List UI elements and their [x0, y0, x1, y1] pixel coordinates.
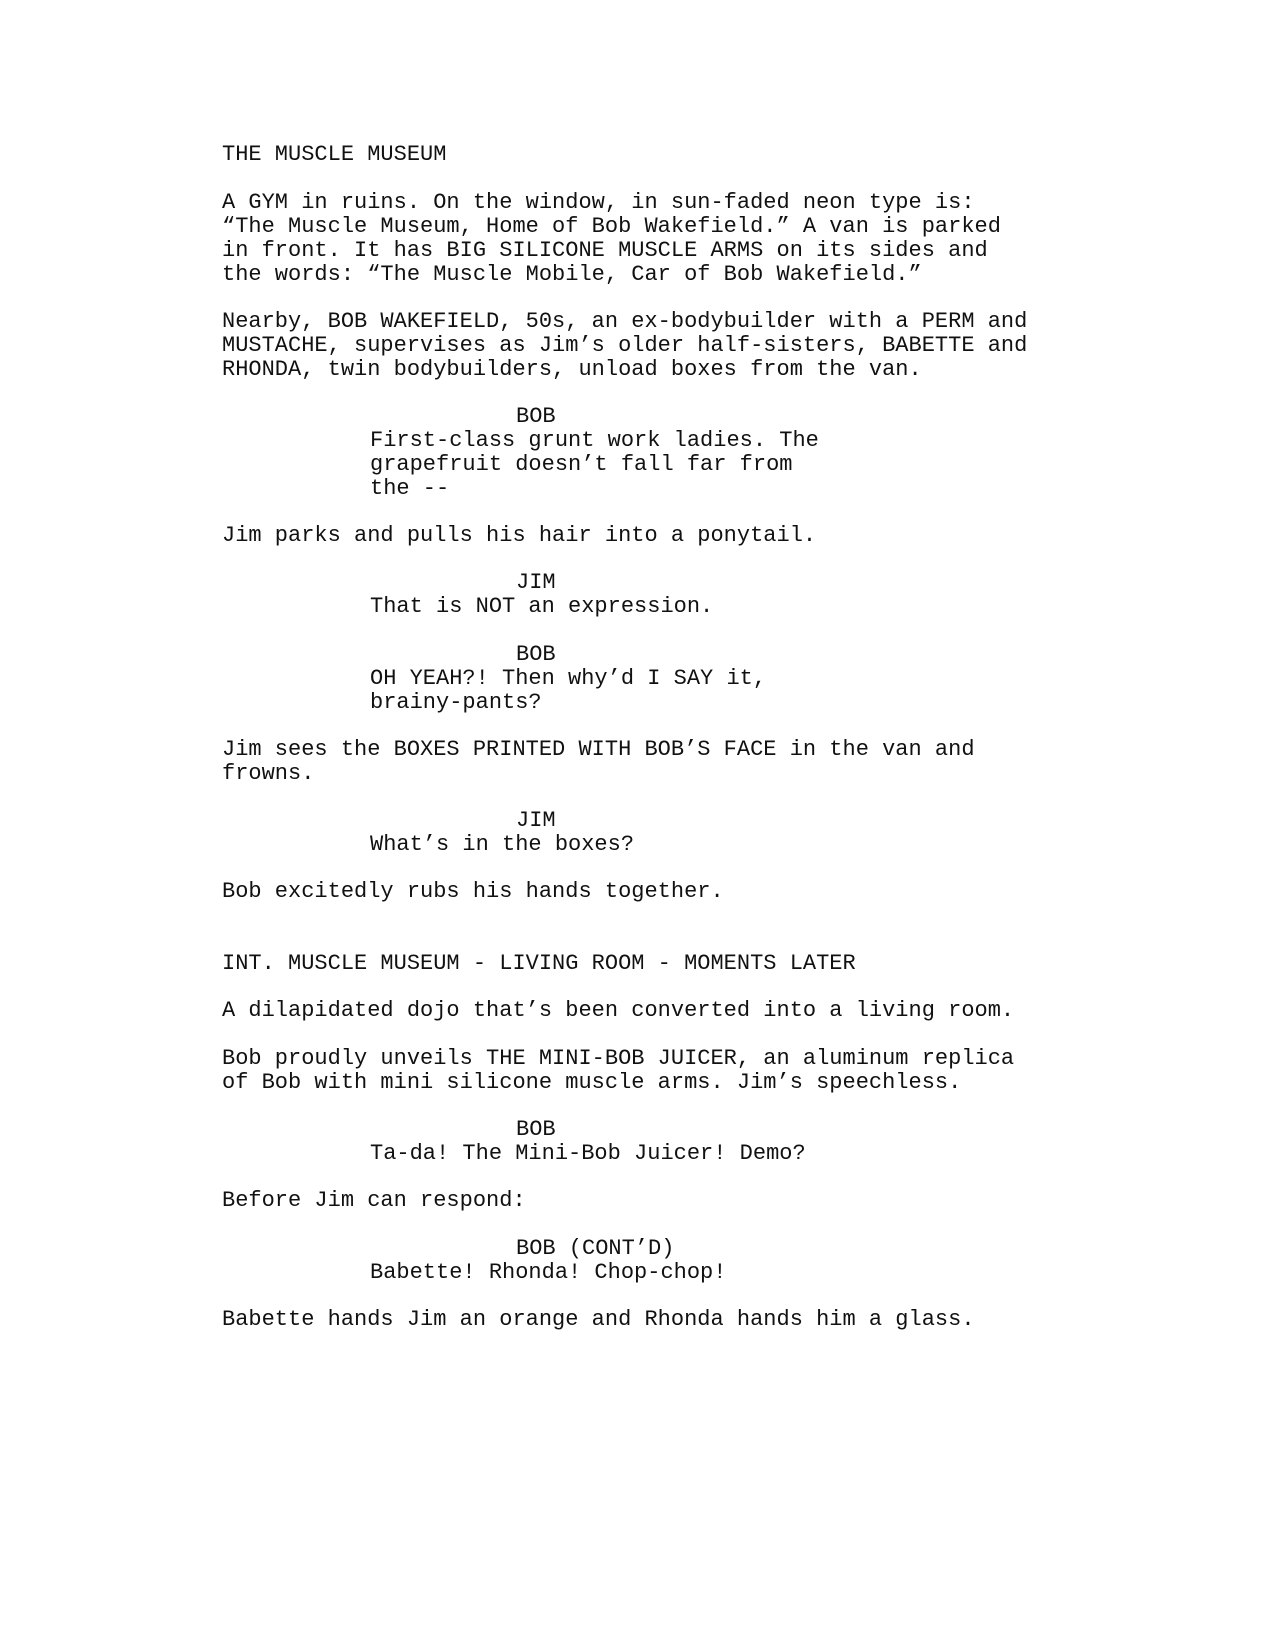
- dialogue-line: brainy-pants?: [370, 690, 542, 715]
- action-line: “The Muscle Museum, Home of Bob Wakefield.” A van is parked: [222, 214, 1001, 239]
- action-line: Nearby, BOB WAKEFIELD, 50s, an ex-bodybuilder with a PERM and: [222, 309, 1028, 334]
- character-name: JIM: [516, 808, 556, 833]
- action-line: Jim parks and pulls his hair into a ponytail.: [222, 523, 817, 548]
- action-line: of Bob with mini silicone muscle arms. Jim’s speechless.: [222, 1070, 962, 1095]
- action-line: Babette hands Jim an orange and Rhonda hands him a glass.: [222, 1307, 975, 1332]
- action-line: Before Jim can respond:: [222, 1188, 526, 1213]
- character-name: BOB: [516, 404, 556, 429]
- dialogue-line: Babette! Rhonda! Chop-chop!: [370, 1260, 727, 1285]
- character-name: JIM: [516, 570, 556, 595]
- action-line: Jim sees the BOXES PRINTED WITH BOB’S FACE in the van and: [222, 737, 975, 762]
- action-line: Bob proudly unveils THE MINI-BOB JUICER, an aluminum replica: [222, 1046, 1015, 1071]
- action-line: MUSTACHE, supervises as Jim’s older half-sisters, BABETTE and: [222, 333, 1028, 358]
- dialogue-line: the --: [370, 476, 450, 501]
- dialogue-line: That is NOT an expression.: [370, 594, 714, 619]
- character-name: BOB: [516, 642, 556, 667]
- action-line: the words: “The Muscle Mobile, Car of Bob Wakefield.”: [222, 262, 922, 287]
- action-line: RHONDA, twin bodybuilders, unload boxes from the van.: [222, 357, 922, 382]
- dialogue-line: Ta-da! The Mini-Bob Juicer! Demo?: [370, 1141, 806, 1166]
- action-line: Bob excitedly rubs his hands together.: [222, 879, 724, 904]
- scene-heading: INT. MUSCLE MUSEUM - LIVING ROOM - MOMENTS LATER: [222, 951, 856, 976]
- dialogue-line: First-class grunt work ladies. The: [370, 428, 819, 453]
- scene-heading: THE MUSCLE MUSEUM: [222, 142, 447, 167]
- character-name: BOB (CONT’D): [516, 1236, 675, 1261]
- action-line: frowns.: [222, 761, 315, 786]
- character-name: BOB: [516, 1117, 556, 1142]
- action-line: in front. It has BIG SILICONE MUSCLE ARMS on its sides and: [222, 238, 988, 263]
- dialogue-line: OH YEAH?! Then why’d I SAY it,: [370, 666, 767, 691]
- dialogue-line: grapefruit doesn’t fall far from: [370, 452, 793, 477]
- dialogue-line: What’s in the boxes?: [370, 832, 635, 857]
- action-line: A GYM in ruins. On the window, in sun-faded neon type is:: [222, 190, 975, 215]
- action-line: A dilapidated dojo that’s been converted into a living room.: [222, 998, 1015, 1023]
